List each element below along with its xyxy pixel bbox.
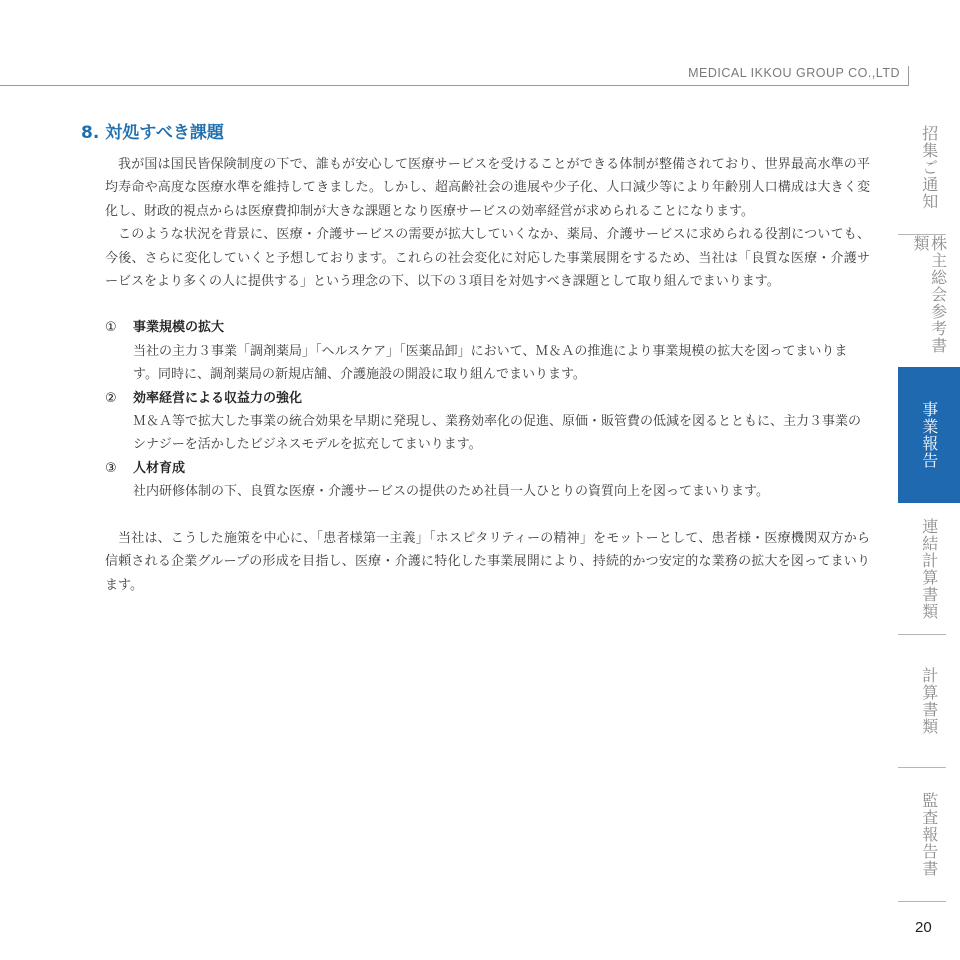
section-nav — [898, 100, 960, 902]
nav-divider — [898, 901, 946, 902]
nav-item-label: 事業報告 — [919, 401, 939, 469]
nav-item-notice[interactable] — [898, 100, 960, 234]
item-number: ① — [105, 320, 117, 336]
item-body: 当社の主力３事業「調剤薬局」「ヘルスケア」「医薬品卸」において、Ｍ＆Ａの推進により事業規模の拡大を図ってまいります。同時に、調剤薬局の新規店舗、介護施設の開設に取り組んでまいります。 — [133, 343, 848, 383]
nav-item-reference-docs[interactable] — [898, 235, 960, 367]
header-rule-tick — [908, 66, 909, 86]
nav-item-label: 監査報告書 — [919, 792, 939, 877]
list-item — [105, 387, 870, 457]
nav-item-label: 招集ご通知 — [919, 124, 939, 210]
item-body: 社内研修体制の下、良質な医療・介護サービスの提供のため社員一人ひとりの資質向上を図ってまいります。 — [133, 484, 769, 500]
nav-item-financial-statements[interactable] — [898, 635, 960, 767]
nav-item-audit-report[interactable] — [898, 768, 960, 901]
header-rule — [0, 85, 908, 86]
nav-item-business-report[interactable] — [898, 367, 960, 503]
company-name: MEDICAL IKKOU GROUP CO.,LTD — [688, 66, 900, 80]
item-title: 人材育成 — [133, 460, 186, 476]
nav-item-label: 計算書類 — [919, 667, 939, 735]
section-title: 8. 対処すべき課題 — [81, 123, 224, 143]
item-body: Ｍ＆Ａ等で拡大した事業の統合効果を早期に発現し、業務効率化の促進、原価・販管費の低減を図るとともに、主力３事業のシナジーを活かしたビジネスモデルを拡充してまいります。 — [133, 414, 862, 453]
page-number: 20 — [915, 919, 932, 936]
nav-item-consolidated-statements[interactable] — [898, 503, 960, 634]
main-content — [81, 118, 870, 597]
list-item — [105, 316, 870, 386]
nav-item-label: 連結計算書類 — [919, 517, 939, 620]
intro-paragraph-2: このような状況を背景に、医療・介護サービスの需要が拡大していくなか、薬局、介護サービスに求められる役割についても、今後、さらに変化していくと予想しております。これらの社会変化に対応した事業展開をするため、当社は「良質な医療・介護サービスをより多くの人に提供する」という理念の下、以下の３項目を対処すべき課題として取り組んでまいります。 — [105, 227, 870, 290]
item-number: ② — [105, 390, 117, 406]
spacer — [105, 293, 870, 316]
closing-paragraph: 当社は、こうした施策を中心に、「患者様第一主義」「ホスピタリティーの精神」をモットーとして、患者様・医療機関双方から信頼される企業グループの形成を目指し、医療・介護に特化した事業展開により、持続的かつ安定的な業務の拡大を図ってまいります。 — [105, 530, 870, 593]
item-number: ③ — [105, 460, 117, 476]
list-item — [105, 457, 870, 504]
nav-item-label: 株主総会参考書類 — [911, 235, 948, 354]
spacer — [105, 504, 870, 527]
item-title: 効率経営による収益力の強化 — [133, 390, 303, 406]
intro-paragraph-1: 我が国は国民皆保険制度の下で、誰もが安心して医療サービスを受けることができる体制が整備されており、世界最高水準の平均寿命や高度な医療水準を維持してきました。しかし、超高齢社会の進展や少子化、人口減少等により年齢別人口構成は大きく変化し、財政的視点からは医療費抑制が大きな課題となり医療サービスの効率経営が求められることになります。 — [105, 157, 870, 219]
item-title: 事業規模の拡大 — [133, 320, 225, 336]
